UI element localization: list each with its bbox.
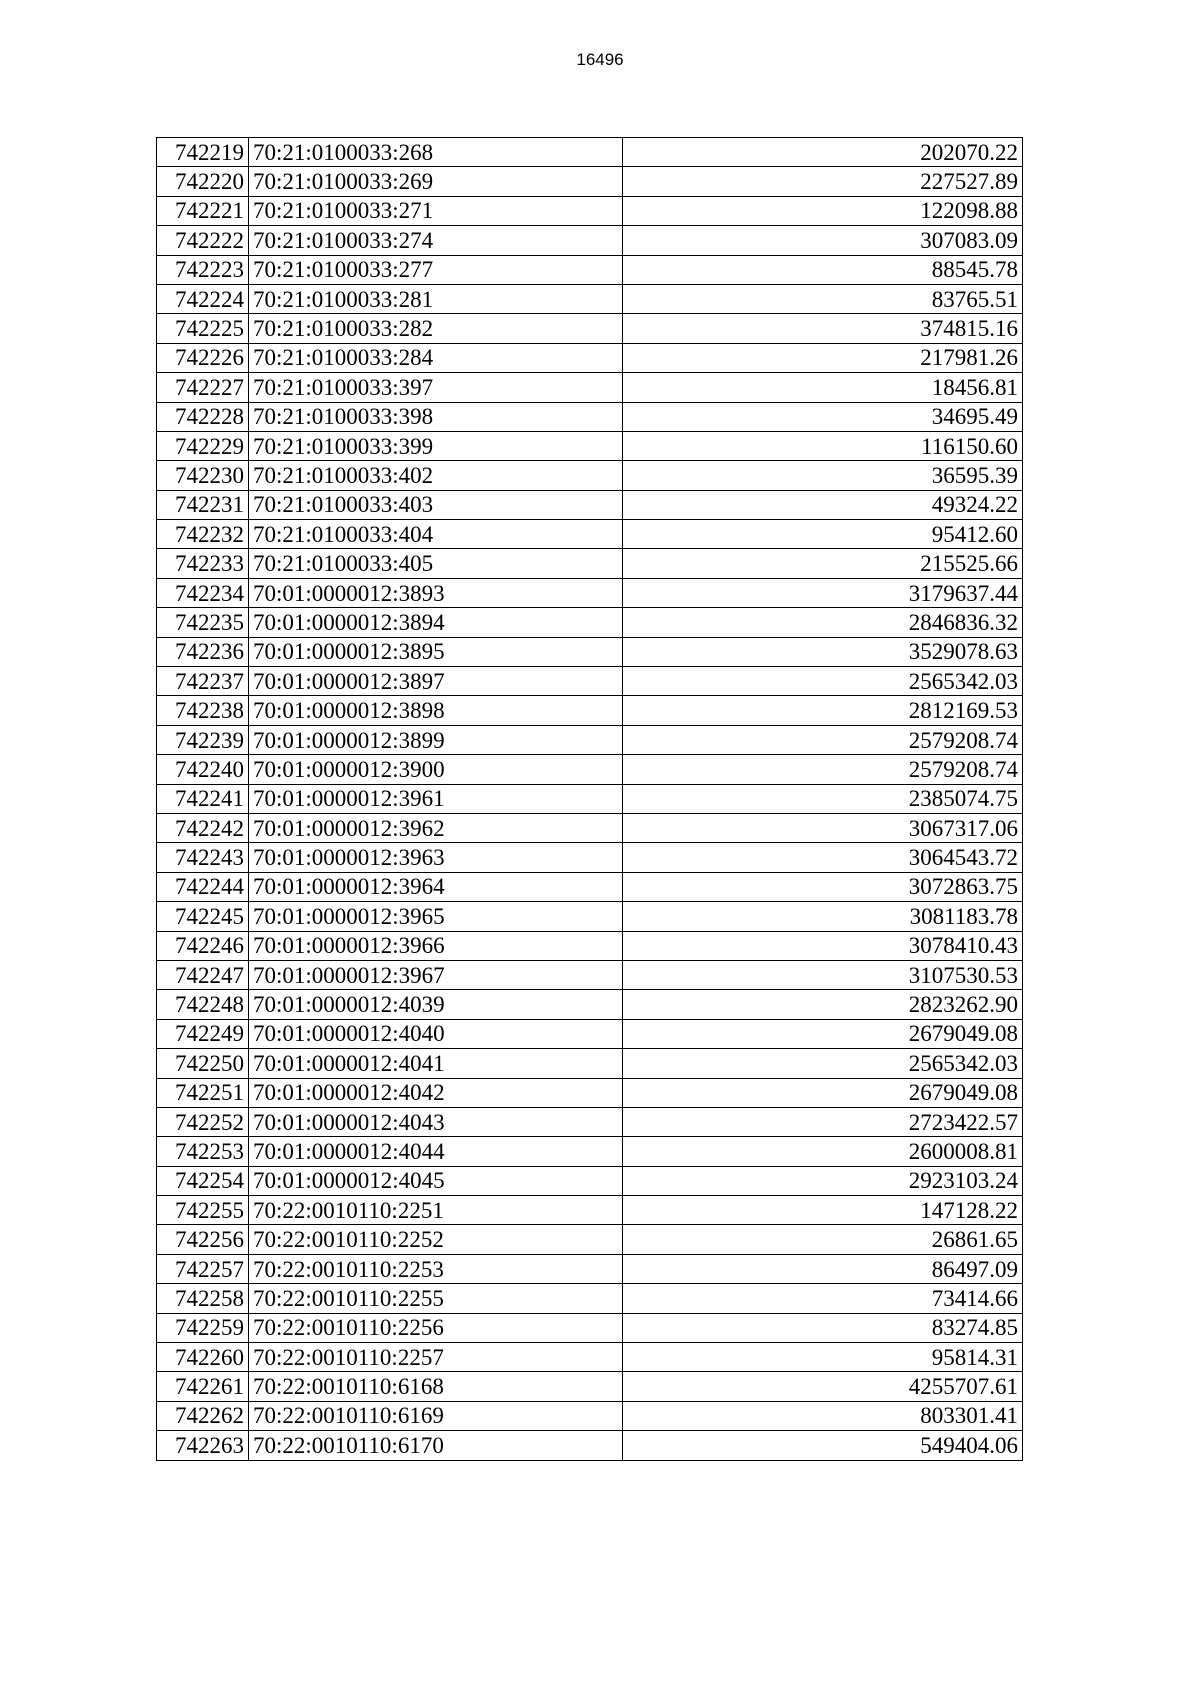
cadastral-value-cell: 36595.39 — [623, 461, 1023, 490]
cadastral-value-cell: 215525.66 — [623, 549, 1023, 578]
table-row — [157, 696, 1023, 725]
cadastral-number-cell: 70:01:0000012:3962 — [249, 813, 623, 842]
table-row — [157, 725, 1023, 754]
cadastral-number-cell: 70:22:0010110:2255 — [249, 1284, 623, 1313]
cadastral-value-cell: 18456.81 — [623, 373, 1023, 402]
table-row — [157, 578, 1023, 607]
cadastral-value-cell: 2565342.03 — [623, 667, 1023, 696]
table-row — [157, 960, 1023, 989]
cadastral-number-cell: 70:21:0100033:281 — [249, 284, 623, 313]
cadastral-value-cell: 4255707.61 — [623, 1372, 1023, 1401]
cadastral-number-cell: 70:22:0010110:2253 — [249, 1254, 623, 1283]
cadastral-value-cell: 2679049.08 — [623, 1078, 1023, 1107]
cadastral-value-cell: 217981.26 — [623, 343, 1023, 372]
row-id-cell: 742244 — [157, 872, 249, 901]
table-row — [157, 1284, 1023, 1313]
row-id-cell: 742258 — [157, 1284, 249, 1313]
table-row — [157, 1372, 1023, 1401]
row-id-cell: 742229 — [157, 431, 249, 460]
cadastral-number-cell: 70:21:0100033:399 — [249, 431, 623, 460]
table-row — [157, 284, 1023, 313]
cadastral-number-cell: 70:01:0000012:3898 — [249, 696, 623, 725]
row-id-cell: 742262 — [157, 1401, 249, 1430]
cadastral-number-cell: 70:22:0010110:2252 — [249, 1225, 623, 1254]
row-id-cell: 742227 — [157, 373, 249, 402]
cadastral-value-cell: 2579208.74 — [623, 725, 1023, 754]
cadastral-value-cell: 3179637.44 — [623, 578, 1023, 607]
table-row — [157, 1401, 1023, 1430]
cadastral-number-cell: 70:21:0100033:397 — [249, 373, 623, 402]
cadastral-value-cell: 88545.78 — [623, 255, 1023, 284]
row-id-cell: 742259 — [157, 1313, 249, 1342]
cadastral-number-cell: 70:21:0100033:269 — [249, 167, 623, 196]
cadastral-value-cell: 2679049.08 — [623, 1019, 1023, 1048]
row-id-cell: 742249 — [157, 1019, 249, 1048]
table-row — [157, 637, 1023, 666]
row-id-cell: 742250 — [157, 1049, 249, 1078]
cadastral-number-cell: 70:01:0000012:4043 — [249, 1107, 623, 1136]
cadastral-number-cell: 70:21:0100033:405 — [249, 549, 623, 578]
row-id-cell: 742224 — [157, 284, 249, 313]
row-id-cell: 742228 — [157, 402, 249, 431]
table-row — [157, 314, 1023, 343]
table-row — [157, 990, 1023, 1019]
row-id-cell: 742253 — [157, 1137, 249, 1166]
cadastral-number-cell: 70:01:0000012:3961 — [249, 784, 623, 813]
cadastral-value-cell: 307083.09 — [623, 226, 1023, 255]
cadastral-value-cell: 147128.22 — [623, 1196, 1023, 1225]
table-row — [157, 1078, 1023, 1107]
cadastral-value-cell: 549404.06 — [623, 1431, 1023, 1460]
table-row — [157, 784, 1023, 813]
cadastral-number-cell: 70:01:0000012:4042 — [249, 1078, 623, 1107]
row-id-cell: 742233 — [157, 549, 249, 578]
cadastral-value-cell: 83274.85 — [623, 1313, 1023, 1342]
cadastral-value-cell: 3067317.06 — [623, 813, 1023, 842]
cadastral-number-cell: 70:01:0000012:4039 — [249, 990, 623, 1019]
table-row — [157, 813, 1023, 842]
row-id-cell: 742225 — [157, 314, 249, 343]
cadastral-number-cell: 70:01:0000012:4044 — [249, 1137, 623, 1166]
cadastral-value-cell: 2579208.74 — [623, 755, 1023, 784]
table-row — [157, 1254, 1023, 1283]
cadastral-value-cell: 2923103.24 — [623, 1166, 1023, 1195]
cadastral-value-cell: 2600008.81 — [623, 1137, 1023, 1166]
table-row — [157, 196, 1023, 225]
row-id-cell: 742221 — [157, 196, 249, 225]
cadastral-number-cell: 70:01:0000012:4045 — [249, 1166, 623, 1195]
cadastral-value-cell: 49324.22 — [623, 490, 1023, 519]
row-id-cell: 742263 — [157, 1431, 249, 1460]
row-id-cell: 742232 — [157, 520, 249, 549]
cadastral-value-cell: 2823262.90 — [623, 990, 1023, 1019]
row-id-cell: 742222 — [157, 226, 249, 255]
page-number: 16496 — [576, 50, 624, 69]
row-id-cell: 742246 — [157, 931, 249, 960]
row-id-cell: 742242 — [157, 813, 249, 842]
row-id-cell: 742248 — [157, 990, 249, 1019]
cadastral-number-cell: 70:01:0000012:3895 — [249, 637, 623, 666]
table-row — [157, 167, 1023, 196]
cadastral-value-cell: 3064543.72 — [623, 843, 1023, 872]
row-id-cell: 742256 — [157, 1225, 249, 1254]
cadastral-number-cell: 70:01:0000012:3964 — [249, 872, 623, 901]
cadastral-number-cell: 70:01:0000012:3900 — [249, 755, 623, 784]
row-id-cell: 742254 — [157, 1166, 249, 1195]
table-row — [157, 461, 1023, 490]
cadastral-number-cell: 70:22:0010110:2256 — [249, 1313, 623, 1342]
cadastral-value-cell: 3081183.78 — [623, 902, 1023, 931]
cadastral-number-cell: 70:21:0100033:277 — [249, 255, 623, 284]
cadastral-number-cell: 70:01:0000012:3897 — [249, 667, 623, 696]
cadastral-number-cell: 70:21:0100033:402 — [249, 461, 623, 490]
row-id-cell: 742245 — [157, 902, 249, 931]
table-row — [157, 402, 1023, 431]
cadastral-value-cell: 202070.22 — [623, 138, 1023, 167]
row-id-cell: 742255 — [157, 1196, 249, 1225]
cadastral-value-cell: 803301.41 — [623, 1401, 1023, 1430]
row-id-cell: 742236 — [157, 637, 249, 666]
cadastral-value-cell: 86497.09 — [623, 1254, 1023, 1283]
table-row — [157, 1343, 1023, 1372]
row-id-cell: 742260 — [157, 1343, 249, 1372]
cadastral-value-cell: 122098.88 — [623, 196, 1023, 225]
table-body — [157, 138, 1023, 1461]
table-row — [157, 1137, 1023, 1166]
cadastral-value-cell: 83765.51 — [623, 284, 1023, 313]
table-row — [157, 490, 1023, 519]
table-row — [157, 373, 1023, 402]
cadastral-number-cell: 70:01:0000012:3894 — [249, 608, 623, 637]
table-row — [157, 431, 1023, 460]
row-id-cell: 742257 — [157, 1254, 249, 1283]
row-id-cell: 742226 — [157, 343, 249, 372]
row-id-cell: 742251 — [157, 1078, 249, 1107]
cadastral-number-cell: 70:22:0010110:6170 — [249, 1431, 623, 1460]
row-id-cell: 742261 — [157, 1372, 249, 1401]
row-id-cell: 742247 — [157, 960, 249, 989]
cadastral-number-cell: 70:01:0000012:4041 — [249, 1049, 623, 1078]
table-row — [157, 667, 1023, 696]
table-row — [157, 608, 1023, 637]
cadastral-number-cell: 70:21:0100033:404 — [249, 520, 623, 549]
row-id-cell: 742220 — [157, 167, 249, 196]
row-id-cell: 742252 — [157, 1107, 249, 1136]
table-row — [157, 226, 1023, 255]
cadastral-value-cell: 3529078.63 — [623, 637, 1023, 666]
cadastral-value-cell: 227527.89 — [623, 167, 1023, 196]
table-row — [157, 843, 1023, 872]
cadastral-number-cell: 70:22:0010110:6168 — [249, 1372, 623, 1401]
table-row — [157, 255, 1023, 284]
row-id-cell: 742234 — [157, 578, 249, 607]
row-id-cell: 742240 — [157, 755, 249, 784]
cadastral-number-cell: 70:22:0010110:2257 — [249, 1343, 623, 1372]
table-row — [157, 1019, 1023, 1048]
table-row — [157, 520, 1023, 549]
cadastral-value-cell: 2812169.53 — [623, 696, 1023, 725]
table-row — [157, 343, 1023, 372]
cadastral-number-cell: 70:01:0000012:3966 — [249, 931, 623, 960]
table-row — [157, 931, 1023, 960]
cadastral-value-cell: 3107530.53 — [623, 960, 1023, 989]
cadastral-number-cell: 70:22:0010110:2251 — [249, 1196, 623, 1225]
cadastral-number-cell: 70:21:0100033:274 — [249, 226, 623, 255]
row-id-cell: 742243 — [157, 843, 249, 872]
table-row — [157, 902, 1023, 931]
cadastral-value-cell: 2385074.75 — [623, 784, 1023, 813]
row-id-cell: 742235 — [157, 608, 249, 637]
cadastral-value-cell: 95814.31 — [623, 1343, 1023, 1372]
cadastral-value-table — [156, 137, 1023, 1461]
cadastral-number-cell: 70:01:0000012:3967 — [249, 960, 623, 989]
table-row — [157, 138, 1023, 167]
row-id-cell: 742219 — [157, 138, 249, 167]
row-id-cell: 742241 — [157, 784, 249, 813]
cadastral-value-cell: 2565342.03 — [623, 1049, 1023, 1078]
cadastral-number-cell: 70:01:0000012:3965 — [249, 902, 623, 931]
cadastral-value-cell: 2846836.32 — [623, 608, 1023, 637]
row-id-cell: 742239 — [157, 725, 249, 754]
cadastral-number-cell: 70:22:0010110:6169 — [249, 1401, 623, 1430]
cadastral-value-cell: 73414.66 — [623, 1284, 1023, 1313]
cadastral-number-cell: 70:01:0000012:4040 — [249, 1019, 623, 1048]
cadastral-value-cell: 2723422.57 — [623, 1107, 1023, 1136]
table-row — [157, 549, 1023, 578]
cadastral-number-cell: 70:01:0000012:3899 — [249, 725, 623, 754]
table-row — [157, 1166, 1023, 1195]
table-row — [157, 1225, 1023, 1254]
table-row — [157, 872, 1023, 901]
cadastral-value-cell: 26861.65 — [623, 1225, 1023, 1254]
row-id-cell: 742230 — [157, 461, 249, 490]
cadastral-value-cell: 116150.60 — [623, 431, 1023, 460]
row-id-cell: 742231 — [157, 490, 249, 519]
cadastral-number-cell: 70:01:0000012:3893 — [249, 578, 623, 607]
table-row — [157, 1431, 1023, 1460]
table-row — [157, 1196, 1023, 1225]
row-id-cell: 742237 — [157, 667, 249, 696]
cadastral-number-cell: 70:01:0000012:3963 — [249, 843, 623, 872]
cadastral-number-cell: 70:21:0100033:282 — [249, 314, 623, 343]
cadastral-number-cell: 70:21:0100033:403 — [249, 490, 623, 519]
cadastral-value-cell: 95412.60 — [623, 520, 1023, 549]
row-id-cell: 742238 — [157, 696, 249, 725]
table-row — [157, 755, 1023, 784]
cadastral-value-cell: 3072863.75 — [623, 872, 1023, 901]
cadastral-number-cell: 70:21:0100033:398 — [249, 402, 623, 431]
cadastral-value-cell: 374815.16 — [623, 314, 1023, 343]
cadastral-value-cell: 3078410.43 — [623, 931, 1023, 960]
cadastral-number-cell: 70:21:0100033:271 — [249, 196, 623, 225]
cadastral-number-cell: 70:21:0100033:268 — [249, 138, 623, 167]
cadastral-value-cell: 34695.49 — [623, 402, 1023, 431]
table-row — [157, 1313, 1023, 1342]
table-row — [157, 1049, 1023, 1078]
table-row — [157, 1107, 1023, 1136]
cadastral-number-cell: 70:21:0100033:284 — [249, 343, 623, 372]
row-id-cell: 742223 — [157, 255, 249, 284]
